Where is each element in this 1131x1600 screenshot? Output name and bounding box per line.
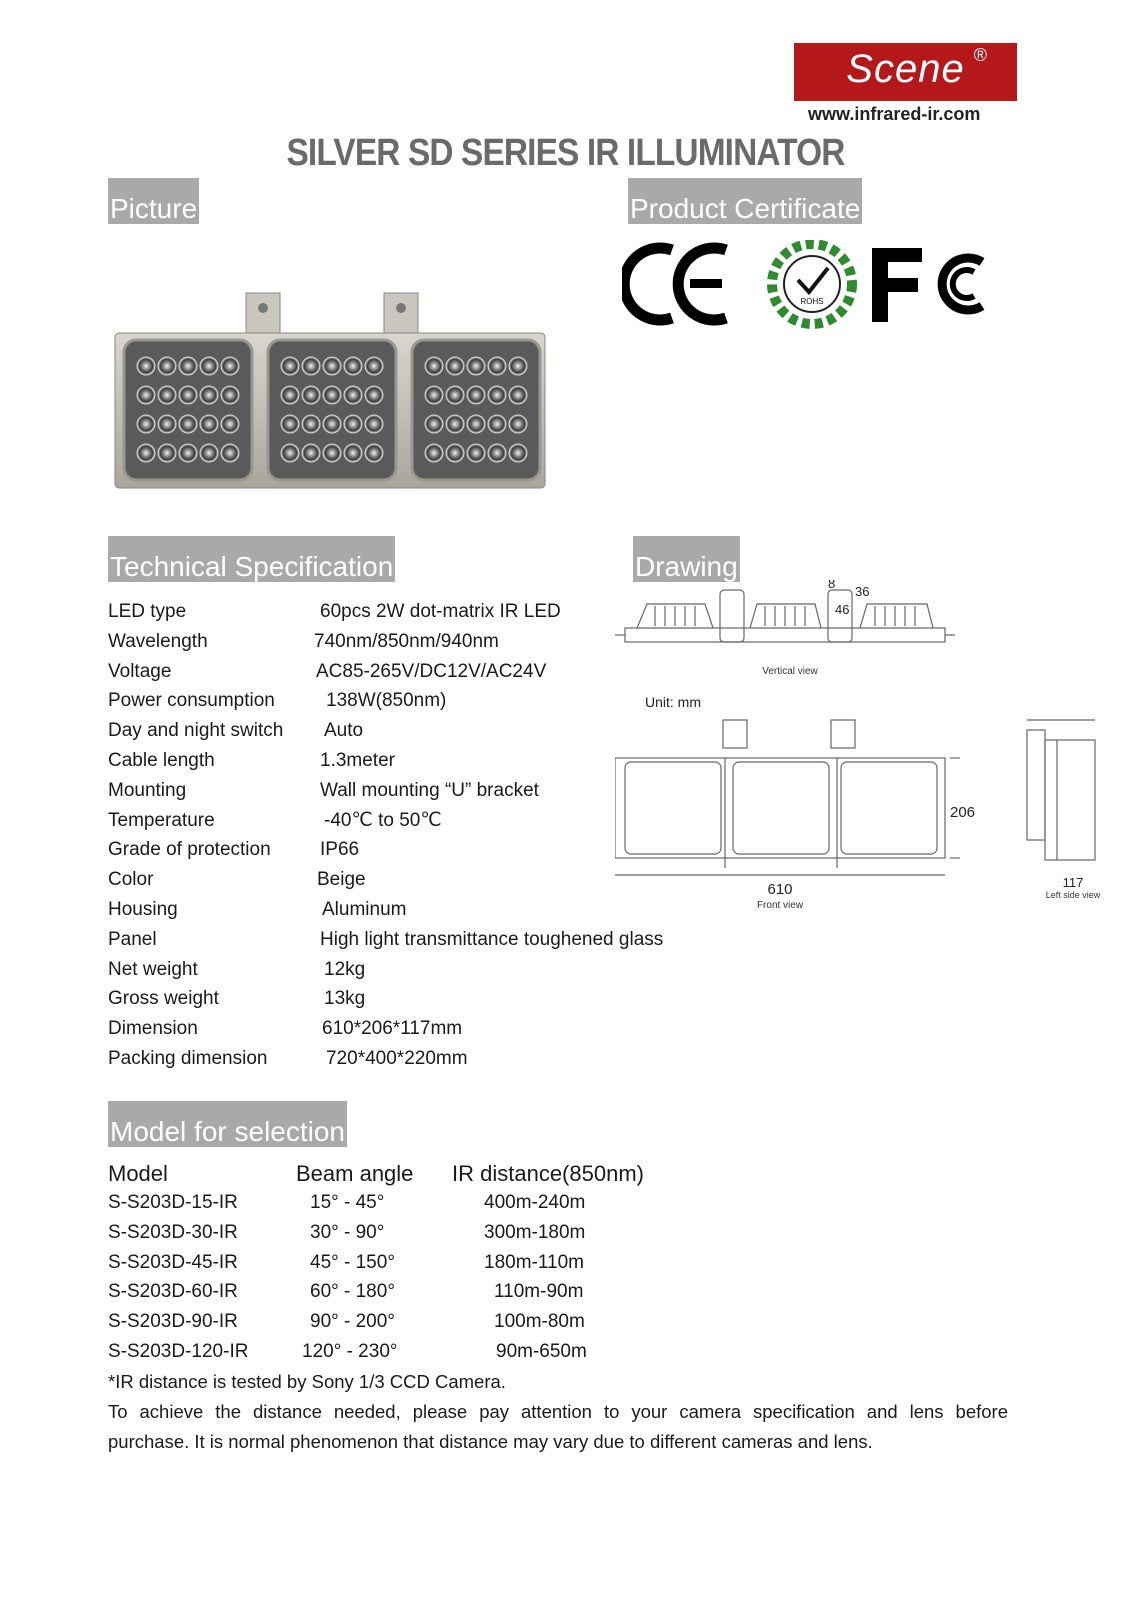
- brand-name: Scene: [846, 47, 965, 91]
- led-icon: [365, 415, 383, 433]
- beam-angle-cell: 90° - 200°: [310, 1311, 395, 1333]
- led-icon: [137, 415, 155, 433]
- led-icon: [281, 357, 299, 375]
- spec-label: Net weight: [108, 958, 198, 980]
- beam-angle-cell: 30° - 90°: [310, 1221, 385, 1243]
- rohs-mark-icon: [772, 244, 852, 324]
- spec-value: 1.3meter: [320, 750, 395, 771]
- spec-value: 13kg: [324, 988, 366, 1010]
- led-icon: [467, 386, 485, 404]
- led-icon: [302, 444, 320, 462]
- led-icon: [365, 386, 383, 404]
- led-icon: [158, 357, 176, 375]
- model-cell: S-S203D-15-IR: [108, 1192, 238, 1213]
- led-icon: [137, 357, 155, 375]
- beam-angle-cell: 15° - 45°: [310, 1192, 385, 1213]
- model-cell: S-S203D-60-IR: [108, 1281, 238, 1303]
- led-icon: [425, 386, 443, 404]
- spec-value: 12kg: [324, 958, 366, 980]
- led-icon: [446, 444, 464, 462]
- led-icon: [221, 386, 239, 404]
- spec-value: IP66: [320, 839, 360, 861]
- fc-mark-icon: [872, 248, 982, 322]
- ir-distance-cell: 100m-80m: [494, 1311, 585, 1333]
- dim-117: 117: [1062, 875, 1084, 890]
- model-cell: S-S203D-30-IR: [108, 1221, 238, 1243]
- led-icon: [200, 444, 218, 462]
- led-icon: [302, 386, 320, 404]
- led-icon: [467, 357, 485, 375]
- rohs-text: ROHS: [800, 297, 824, 306]
- led-icon: [446, 386, 464, 404]
- led-icon: [446, 357, 464, 375]
- spec-label: Day and night switch: [108, 720, 284, 742]
- led-icon: [488, 386, 506, 404]
- led-icon: [221, 357, 239, 375]
- page-title: SILVER SD SERIES IR ILLUMINATOR: [286, 132, 845, 174]
- led-icon: [344, 386, 362, 404]
- led-icon: [509, 357, 527, 375]
- spec-value: 740nm/850nm/940nm: [314, 630, 499, 652]
- led-icon: [302, 357, 320, 375]
- led-icon: [425, 415, 443, 433]
- led-icon: [365, 444, 383, 462]
- spec-value: AC85-265V/DC12V/AC24V: [316, 660, 547, 682]
- section-certificate: Product Certificate: [628, 178, 862, 224]
- spec-value: Aluminum: [322, 899, 407, 920]
- spec-value: Wall mounting “U” bracket: [320, 779, 539, 801]
- led-icon: [137, 444, 155, 462]
- registered-mark: ®: [973, 45, 987, 65]
- dim-610: 610: [767, 881, 793, 898]
- led-icon: [323, 357, 341, 375]
- model-cell: S-S203D-120-IR: [108, 1341, 249, 1362]
- dim-36: 36: [855, 584, 870, 599]
- led-icon: [179, 415, 197, 433]
- led-icon: [200, 357, 218, 375]
- led-icon: [179, 444, 197, 462]
- led-icon: [200, 415, 218, 433]
- led-icon: [509, 415, 527, 433]
- led-icon: [344, 415, 362, 433]
- ir-distance-cell: 110m-90m: [494, 1281, 584, 1303]
- led-icon: [323, 415, 341, 433]
- led-icon: [179, 386, 197, 404]
- led-icon: [488, 415, 506, 433]
- led-icon: [221, 444, 239, 462]
- spec-label: Mounting: [108, 779, 187, 801]
- led-icon: [509, 444, 527, 462]
- spec-label: Cable length: [108, 750, 215, 771]
- led-icon: [281, 444, 299, 462]
- model-header: Model: [108, 1161, 168, 1186]
- spec-value: 60pcs 2W dot-matrix IR LED: [320, 601, 561, 622]
- model-cell: S-S203D-45-IR: [108, 1251, 238, 1273]
- product-photo: [110, 288, 560, 498]
- led-icon: [302, 415, 320, 433]
- section-tech-spec: Technical Specification: [108, 536, 395, 582]
- led-icon: [344, 357, 362, 375]
- led-icon: [158, 444, 176, 462]
- led-icon: [425, 444, 443, 462]
- front-view-label: Front view: [756, 900, 804, 911]
- vertical-view-label: Vertical view: [762, 666, 818, 677]
- beam-angle-cell: 120° - 230°: [302, 1341, 398, 1362]
- led-icon: [323, 386, 341, 404]
- spec-value: Beige: [317, 869, 366, 891]
- ir-distance-cell: 90m-650m: [496, 1341, 587, 1362]
- advice-line-2: purchase. It is normal phenomenon that distance may vary due to different cameras and lens.: [108, 1431, 873, 1452]
- led-icon: [425, 357, 443, 375]
- advice-line-1: To achieve the distance needed, please pay attention to your camera specification and lens before: [108, 1401, 1008, 1422]
- led-icon: [179, 357, 197, 375]
- led-icon: [344, 444, 362, 462]
- section-drawing: Drawing: [633, 536, 740, 582]
- spec-label: LED type: [108, 601, 187, 622]
- spec-label: Gross weight: [108, 988, 219, 1010]
- section-model: Model for selection: [108, 1101, 347, 1147]
- ir-distance-cell: 300m-180m: [484, 1221, 586, 1243]
- led-icon: [281, 386, 299, 404]
- led-icon: [365, 357, 383, 375]
- website-link[interactable]: www.infrared-ir.com: [808, 104, 981, 124]
- beam-angle-header: Beam angle: [296, 1161, 414, 1186]
- model-cell: S-S203D-90-IR: [108, 1311, 238, 1333]
- left-side-view-label: Left side view: [1045, 890, 1101, 900]
- spec-value: Auto: [324, 720, 364, 742]
- unit-label: Unit: mm: [645, 694, 701, 710]
- dim-8: 8: [828, 580, 836, 591]
- dim-206: 206: [950, 804, 976, 821]
- led-icon: [446, 415, 464, 433]
- led-icon: [323, 444, 341, 462]
- section-picture: Picture: [108, 178, 199, 224]
- led-icon: [200, 386, 218, 404]
- spec-value: 720*400*220mm: [326, 1048, 468, 1069]
- spec-value: 138W(850nm): [326, 690, 447, 712]
- led-icon: [509, 386, 527, 404]
- led-icon: [158, 415, 176, 433]
- dim-46: 46: [835, 602, 850, 617]
- spec-label: Voltage: [108, 660, 172, 682]
- spec-label: Wavelength: [108, 630, 208, 652]
- ir-distance-cell: 400m-240m: [484, 1192, 586, 1213]
- led-icon: [467, 444, 485, 462]
- led-icon: [488, 444, 506, 462]
- led-icon: [137, 386, 155, 404]
- spec-label: Power consumption: [108, 690, 275, 712]
- spec-label: Dimension: [108, 1018, 198, 1040]
- spec-label: Temperature: [108, 809, 215, 831]
- led-icon: [281, 415, 299, 433]
- spec-label: Panel: [108, 928, 157, 950]
- spec-label: Housing: [108, 899, 178, 920]
- ir-distance-header: IR distance(850nm): [452, 1161, 644, 1186]
- ir-distance-cell: 180m-110m: [484, 1251, 584, 1273]
- beam-angle-cell: 60° - 180°: [310, 1281, 395, 1303]
- led-icon: [158, 386, 176, 404]
- led-icon: [467, 415, 485, 433]
- beam-angle-cell: 45° - 150°: [310, 1251, 395, 1273]
- spec-value: 610*206*117mm: [322, 1018, 463, 1040]
- spec-label: Packing dimension: [108, 1048, 268, 1069]
- led-icon: [488, 357, 506, 375]
- ir-test-note: *IR distance is tested by Sony 1/3 CCD Camera.: [108, 1371, 506, 1392]
- spec-label: Color: [108, 869, 154, 891]
- spec-value: -40℃ to 50℃: [324, 809, 442, 831]
- spec-value: High light transmittance toughened glass: [320, 928, 664, 950]
- spec-label: Grade of protection: [108, 839, 271, 861]
- technical-drawing: [615, 580, 1115, 930]
- ce-mark-icon: [624, 248, 726, 320]
- led-icon: [221, 415, 239, 433]
- brand-logo: [794, 43, 1017, 101]
- certificate-logos: [622, 240, 1012, 330]
